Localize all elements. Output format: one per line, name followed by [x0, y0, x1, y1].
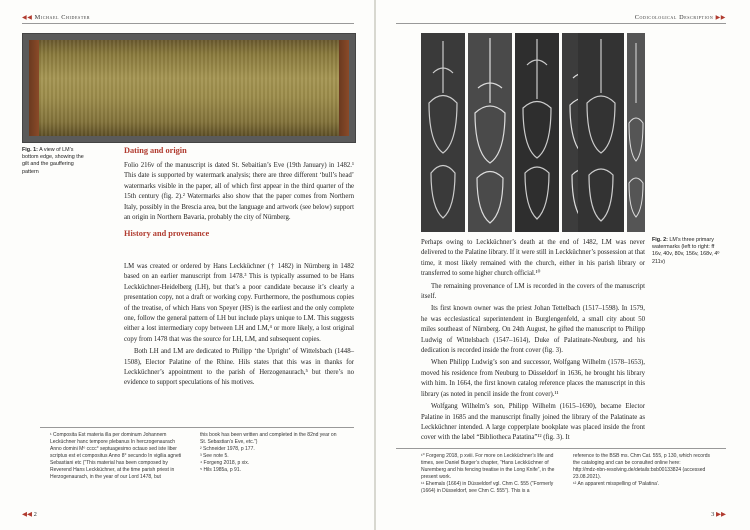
footnote-11-url: http://mdz-nbn-resolving.de/details:bsb00133824 (accessed 23.08.2021). — [573, 467, 706, 480]
right-page — [376, 0, 750, 530]
footnote-10: ¹⁰ Forgeng 2018, p xviii. For more on Leckküchner’s life and times, see Daniel Burger’s chapter, “Hans Leckküchner of Nuremberg and his fencing treatise in the Long Knife”, in the present work. — [421, 453, 555, 480]
footnote-4: ⁴ Forgeng 2018, p xix. — [200, 460, 250, 466]
paragraph-provenance: The remaining provenance of LM is recorded in the covers of the manuscript itself. — [421, 282, 645, 301]
left-head-rule — [22, 23, 354, 24]
right-folio — [711, 510, 726, 518]
running-head-arrow-icon: ◀◀ — [22, 15, 33, 21]
footnote-2: ² Schneider 1978, p 177. — [200, 446, 255, 452]
paragraph-dating: Folio 216v of the manuscript is dated St. Sebaitian’s Eve (19th January) in 1482.¹ This date is supported by watermark analysis; there are three different ‘bull’s head’ watermarks visible in the paper, all of which first appear in the third quarter of the 15th century (fig. 2).² Watermarks also show that the paper comes from Northern Italy, possibly in the Brescia area, but the language and artwork (see below) support an origin in Northern Bavaria, probably the city of Nürnberg. — [124, 162, 354, 222]
book-edge-photo — [22, 33, 356, 143]
footnote-5: ⁵ Hils 1985a, p 91. — [200, 467, 241, 473]
footnote-3: ³ See note 5. — [200, 453, 229, 459]
section-heading-dating: Dating and origin — [124, 146, 187, 155]
paragraph-history-2: Both LH and LM are dedicated to Philipp ‘the Upright’ of Wittelsbach (1448–1508), Elector Palatine of the Rhine. Hils states that this was in thanks for Leckküchner’s appointment to the parish of Herzogenaurach,⁵ but there’s no evidence to support speculations of his motives. — [124, 348, 354, 387]
paragraph-palatine: Perhaps owing to Leckküchner’s death at the end of 1482, LM was never delivered to the Palatine library. If it were still in Leckküchner’s possession at that time, it most likely remained with the church, either in his parish library or transferred to some higher church official.¹⁰ — [421, 239, 645, 278]
footnote-11: ¹¹ Ehemals (1664) in Düsseldorf vgl. Chm C. 555 (“Formerly (1664) in Düsseldorf, see Chm C. 555”). This is a — [421, 481, 554, 494]
figure1-caption — [22, 147, 88, 176]
left-history-text — [124, 262, 354, 391]
left-footnotes-col1 — [50, 432, 184, 481]
left-running-head — [22, 14, 90, 21]
folio-arrow-icon: ◀◀ — [22, 511, 32, 518]
right-running-head-text: Codicological Description — [634, 14, 714, 21]
watermark-image-1 — [421, 33, 465, 232]
footnote-12: ¹² An apparent misspelling of ‘Palatina’. — [573, 481, 660, 487]
footnote-1: ¹ Composita Est materia illa per dominum Johannem Lecküchner hanc tempore plebanus In herczogenaurach Anno domini Mº cccc° septuagesimo octauo sed iste liber scriptus est et compositus Anno 8° secundo In vigilia agneti Sebastiani etc (“This material has been composed by Reverend Hans Leckküchner, at the time parish priest in Herzogenaurach, in the year of our Lord 1478, but — [50, 432, 182, 480]
watermark-image-3 — [515, 33, 559, 232]
paragraph-tettelbach: Its first known owner was the priest Johan Tettelbach (1517–1598). In 1579, he was ecclesiastical superintendent in Burglengenfeld, a small city about 50 miles southeast of Nürnberg. On 24th August, he gifted the manuscript to Philipp Ludwig of Wittelsbach (1547–1614), Duke of Palatinate-Neuburg, and his dedication is recorded inside the front cover (fig. 3). — [421, 305, 645, 355]
right-footnotes-col1 — [421, 453, 557, 495]
left-folio-number: 2 — [33, 511, 37, 518]
paragraph-history-1: LM was created or ordered by Hans Leckküchner († 1482) in Nürnberg in 1482 based on an earlier manuscript from 1478.³ This is typically assumed to be Hans Leckküchner-Heidelberg (LH), but that’s a poor candidate because it’s clearly a presentation copy, not a draft or working copy. Furthermore, the posthumous copies of the treatise, of which Hans von Speyer (HS) is the earliest and the only complete one, follow the general pattern of LH but include plays unique to LM. This suggests either a lost intermediary copy between LH and LM,⁴ or more likely, a lost original copy from 1478 that was the source for LH, LM, and subsequent copies. — [124, 263, 354, 343]
footnote-1-cont: this book has been written and completed in the 82nd year on St. Sebastian’s Eve, etc.”) — [200, 432, 337, 445]
left-folio — [22, 510, 37, 518]
right-head-rule — [396, 23, 726, 24]
section-heading-history: History and provenance — [124, 229, 210, 239]
folio-arrow-icon: ▶▶ — [716, 511, 726, 518]
right-main-text — [421, 238, 645, 446]
watermark-image-2 — [468, 33, 512, 232]
figure2-text: LM’s three primary watermarks (left to right: ff 16v, 40v, 80v, 156v, 168v, 4º 211v) — [652, 237, 720, 265]
left-footnote-rule — [40, 427, 354, 428]
figure1-label: Fig. 1: — [22, 147, 38, 153]
watermark-image-5 — [578, 33, 624, 232]
figure2-label: Fig. 2: — [652, 237, 668, 243]
right-footnotes-col2 — [573, 453, 715, 488]
left-footnotes-col2 — [200, 432, 340, 474]
running-head-arrow-icon: ▶▶ — [715, 15, 726, 21]
left-running-head-text: Michael Chidester — [34, 14, 91, 21]
watermark-image-6 — [627, 33, 645, 232]
paragraph-philipp-ludwig: When Philipp Ludwig’s son and successor, Wolfgang Wilhelm (1578–1653), moved his residence from Neuburg to Düsseldorf in 1636, he brought his library with him. In 1664, the first known catalog reference places the manuscript in this library (as noted in pencil inside the front cover).¹¹ — [421, 359, 645, 398]
left-page — [0, 0, 374, 530]
figure2-caption — [652, 237, 724, 266]
right-folio-number: 3 — [711, 511, 715, 518]
right-running-head — [635, 14, 726, 21]
figure1-text: A view of LM’s bottom edge, showing the gilt and the gauffering pattern — [22, 147, 84, 175]
paragraph-wolfgang-wilhelm: Wolfgang Wilhelm’s son, Philipp Wilhelm (1615–1690), became Elector Palatine in 1685 and the manuscript finally joined the library of the Palatinate as Leckküchner intended. A large copperplate bookplate was placed inside the front cover with the label “Bibliotheca Patatina”¹² (fig. 3). It — [421, 403, 645, 442]
footnote-11-cont: reference to the BSB ms. Chm Cat. 555, p 130, which records the cataloging and can be consulted online here: — [573, 453, 711, 466]
right-footnote-rule — [396, 448, 726, 449]
left-main-text — [124, 146, 354, 244]
